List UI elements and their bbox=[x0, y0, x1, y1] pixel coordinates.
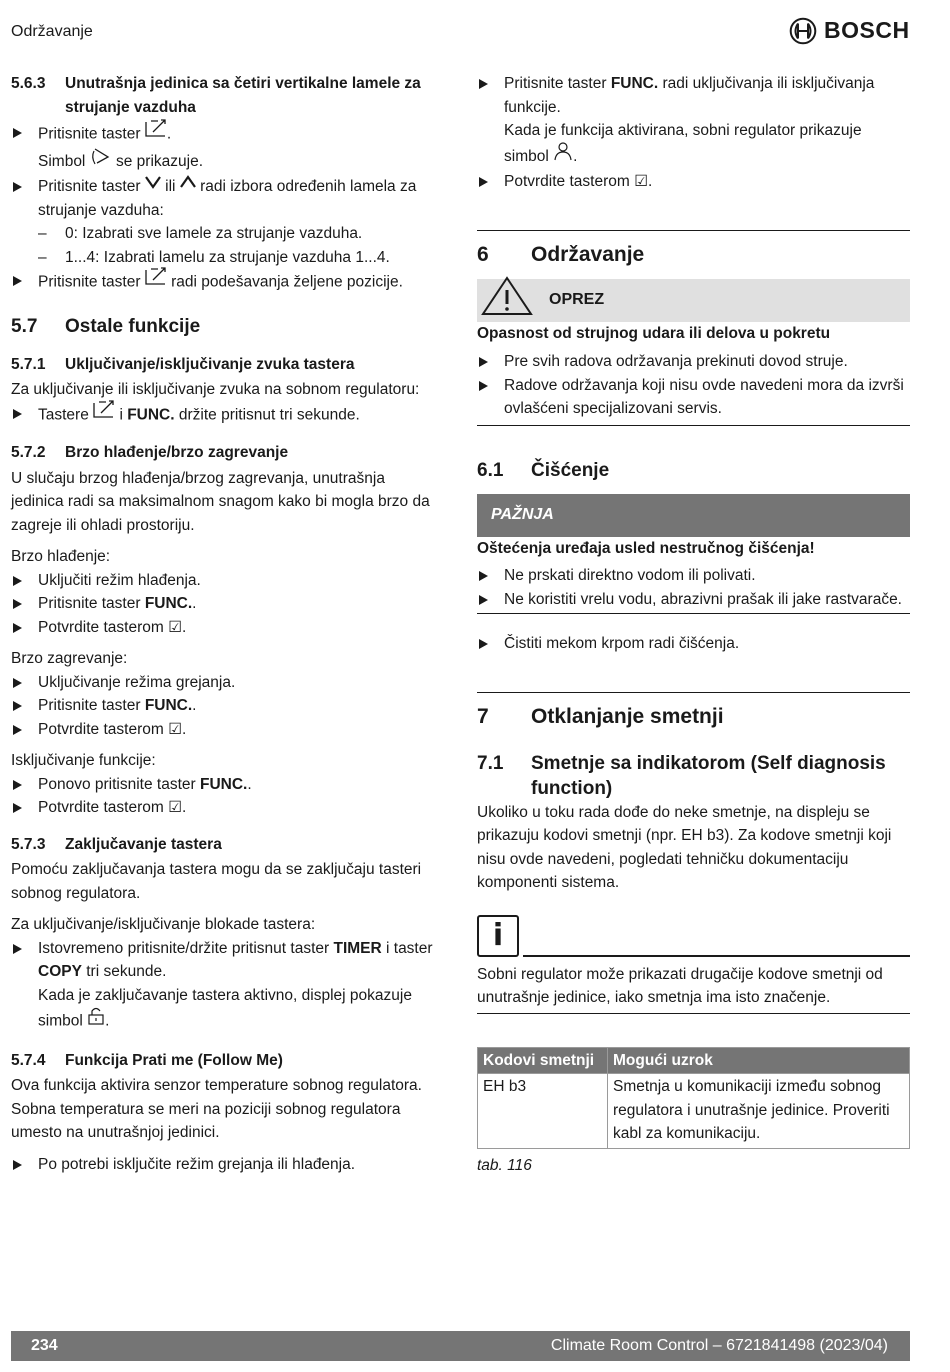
list-item: Pritisnite taster FUNC.. bbox=[11, 694, 441, 718]
warning-label: OPREZ bbox=[549, 291, 605, 309]
list-item: Pritisnite taster . Simbol se prikazuje. bbox=[11, 121, 441, 175]
subheading: Brzo zagrevanje: bbox=[11, 650, 128, 668]
subheading: Brzo hlađenje: bbox=[11, 548, 111, 566]
heading-5-7-1: 5.7.1 Uključivanje/isključivanje zvuka tastera bbox=[11, 355, 355, 373]
paragraph: Ukoliko u toku rada dođe do neke smetnje, na displeju se prikazuju kodovi smetnji (npr. EH b3). Za kodove smetnji koji nisu ovde navedeni, pogledati tehničku dokumentaciju komponenti sistema. bbox=[477, 803, 892, 891]
list-item: Uključivanje režima grejanja. bbox=[11, 671, 441, 695]
list-item: Radove održavanja koji nisu ovde navedeni mora da izvrši ovlašćeni specijalizovani servis. bbox=[477, 374, 910, 421]
list-item: Uključiti režim hlađenja. bbox=[11, 569, 441, 593]
heading-6: 6 Održavanje bbox=[477, 242, 645, 266]
error-code-table bbox=[477, 1047, 910, 1149]
warning-title: Opasnost od strujnog udara ili delova u pokretu bbox=[477, 324, 831, 342]
table-caption: tab. 116 bbox=[477, 1156, 532, 1174]
list-item: Ne prskati direktno vodom ili polivati. bbox=[477, 564, 910, 588]
list-item: Potvrdite tasterom ☑. bbox=[11, 796, 441, 820]
bosch-logo bbox=[789, 17, 910, 45]
paragraph: Pomoću zaključavanja tastera mogu da se zaključaju tasteri sobnog regulatora. bbox=[11, 861, 422, 902]
table-header: Kodovi smetnji bbox=[478, 1047, 608, 1074]
warning-banner bbox=[477, 279, 910, 322]
info-rule bbox=[523, 955, 910, 957]
list-item: Pritisnite taster FUNC.. bbox=[11, 592, 441, 616]
table-row bbox=[478, 1074, 910, 1149]
person-symbol-icon bbox=[553, 141, 573, 169]
list-item: Pritisnite taster FUNC. radi uključivanja ili isključivanja funkcije. Kada je funkcija aktivirana, sobni regulator prikazuje simbol . bbox=[477, 72, 910, 170]
list-item: Istovremeno pritisnite/držite pritisnut taster TIMER i taster COPY tri sekunde. Kada je zaključavanje tastera aktivno, displej pokazuje simbol . bbox=[11, 937, 441, 1036]
heading-5-7-3: 5.7.3 Zaključavanje tastera bbox=[11, 835, 222, 853]
list-item: Potvrdite tasterom ☑. bbox=[11, 616, 441, 640]
swing-key-icon bbox=[145, 267, 167, 294]
heading-7-1: 7.1 Smetnje sa indikatorom (Self diagnosis function) bbox=[477, 752, 886, 799]
info-icon: i bbox=[477, 915, 519, 957]
table-header-row bbox=[478, 1047, 910, 1074]
paragraph: U slučaju brzog hlađenja/brzog zagrevanja, unutrašnja jedinica radi sa maksimalnom snagom kako bi mogla brzo da zagreje ili ohladi prostoriju. bbox=[11, 469, 430, 534]
table-cell: Smetnja u komunikaciji između sobnog regulatora i unutrašnje jedinice. Proveriti kabl za komunikaciju. bbox=[608, 1074, 910, 1149]
notice-banner: PAŽNJA bbox=[477, 494, 910, 537]
list-item: – 1...4: Izabrati lamelu za strujanje vazduha 1...4. bbox=[11, 246, 441, 270]
heading-5-7-4: 5.7.4 Funkcija Prati me (Follow Me) bbox=[11, 1051, 283, 1069]
paragraph: Za uključivanje ili isključivanje zvuka na sobnom regulatoru: bbox=[11, 381, 420, 399]
heading-5-7: 5.7 Ostale funkcije bbox=[11, 315, 201, 337]
list-item: Ponovo pritisnite taster FUNC.. bbox=[11, 773, 441, 797]
info-note bbox=[477, 915, 910, 957]
arrow-down-key-icon bbox=[145, 173, 161, 197]
document-id: Climate Room Control – 6721841498 (2023/04) bbox=[550, 1337, 888, 1355]
list-item: Čistiti mekom krpom radi čišćenja. bbox=[477, 632, 910, 656]
table-cell: EH b3 bbox=[478, 1074, 608, 1149]
heading-7: 7 Otklanjanje smetnji bbox=[477, 704, 724, 728]
heading-5-6-3: 5.6.3 Unutrašnja jedinica sa četiri vertikalne lamele za strujanje vazduha bbox=[11, 75, 421, 116]
swing-key-icon bbox=[145, 119, 167, 146]
brand-name: BOSCH bbox=[824, 17, 910, 44]
subheading: Isključivanje funkcije: bbox=[11, 752, 156, 770]
paragraph: Ova funkcija aktivira senzor temperature sobnog regulatora. Sobna temperatura se meri na poziciji sobnog regulatora umesto na unutrašnjoj jedinici. bbox=[11, 1077, 422, 1142]
paragraph: Za uključivanje/isključivanje blokade tastera: bbox=[11, 916, 316, 934]
list-item: Ne koristiti vrelu vodu, abrazivni prašak ili jake rastvarače. bbox=[477, 588, 910, 612]
list-item: Pre svih radova održavanja prekinuti dovod struje. bbox=[477, 350, 910, 374]
heading-6-1: 6.1 Čišćenje bbox=[477, 459, 610, 481]
warning-triangle-icon bbox=[481, 276, 533, 324]
table-header: Mogući uzrok bbox=[608, 1047, 910, 1074]
heading-5-7-2: 5.7.2 Brzo hlađenje/brzo zagrevanje bbox=[11, 444, 289, 462]
running-header: Održavanje bbox=[11, 23, 93, 40]
info-text: Sobni regulator može prikazati drugačije kodove smetnji od unutrašnje jedinice, iako smetnja ima isto značenje. bbox=[477, 965, 883, 1006]
swing-key-icon bbox=[93, 400, 115, 427]
list-item: Po potrebi isključite režim grejanja ili hlađenja. bbox=[11, 1153, 441, 1177]
right-column bbox=[477, 72, 910, 1177]
list-item: Tastere i FUNC. držite pritisnut tri sekunde. bbox=[11, 402, 441, 429]
left-column bbox=[11, 72, 441, 1176]
swing-symbol-icon bbox=[90, 146, 112, 174]
page-number: 234 bbox=[31, 1337, 58, 1355]
lock-symbol-icon bbox=[87, 1005, 105, 1034]
bosch-logo-icon bbox=[789, 17, 817, 45]
list-item: Potvrdite tasterom ☑. bbox=[11, 718, 441, 742]
page-footer bbox=[11, 1331, 910, 1361]
list-item: – 0: Izabrati sve lamele za strujanje vazduha. bbox=[11, 222, 441, 246]
list-item: Pritisnite taster ili radi izbora određenih lamela za strujanje vazduha: bbox=[11, 175, 441, 222]
list-item: Potvrdite tasterom ☑. bbox=[477, 170, 910, 194]
notice-title: Oštećenja uređaja usled nestručnog čišćenja! bbox=[477, 539, 815, 557]
arrow-up-key-icon bbox=[180, 173, 196, 197]
list-item: Pritisnite taster radi podešavanja željene pozicije. bbox=[11, 269, 441, 296]
